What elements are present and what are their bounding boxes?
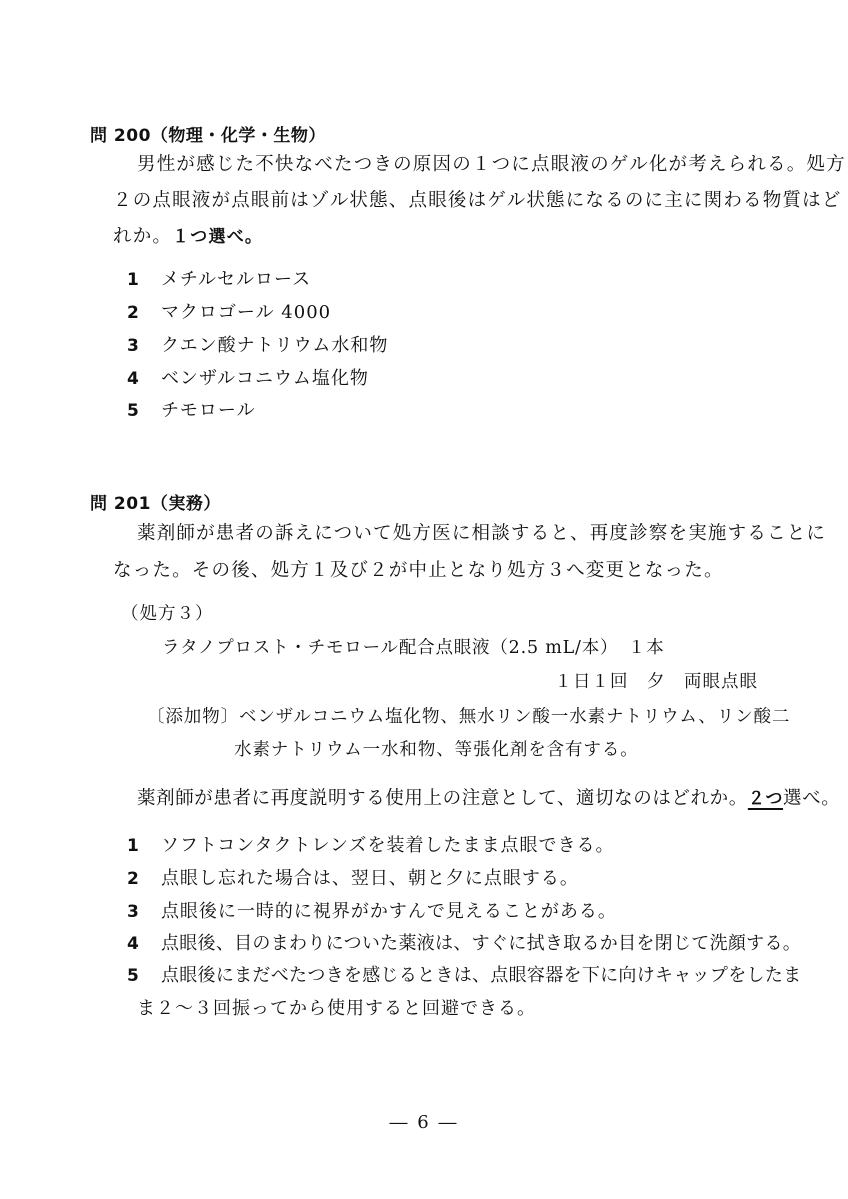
choice-number: 3 [127, 902, 139, 922]
q200-stem-line1: 男性が感じた不快なべたつきの原因の１つに点眼液のゲル化が考えられる。処方 [137, 154, 846, 175]
q201-choice-5[interactable] [127, 961, 801, 987]
choice-number: 3 [127, 336, 139, 356]
q200-heading [90, 121, 326, 146]
prescription-label: （処方３） [121, 604, 214, 624]
q200-choice-2[interactable] [127, 298, 331, 324]
choice-number: 4 [127, 934, 139, 954]
choice-text: 点眼後に一時的に視界がかすんで見えることがある。 [160, 901, 617, 922]
q200-stem-line2: ２の点眼液が点眼前はゾル状態、点眼後はゲル状態になるのに主に関わる物質はど [113, 190, 842, 211]
choice-text: 点眼後、目のまわりについた薬液は、すぐに拭き取るか目を閉じて洗顔する。 [160, 933, 802, 954]
q200-category: （物理・化学・生物） [150, 126, 326, 146]
choice-text: ベンザルコニウム塩化物 [160, 368, 369, 389]
choice-number: 4 [127, 369, 139, 389]
q200-choice-1[interactable] [127, 265, 311, 291]
choice-text: メチルセルロース [160, 269, 312, 290]
q200-choice-4[interactable] [127, 364, 369, 390]
q201-category: （実務） [150, 494, 221, 514]
choice-text: ソフトコンタクトレンズを装着したまま点眼できる。 [160, 835, 615, 856]
choice-text: クエン酸ナトリウム水和物 [160, 335, 389, 356]
prescription-additives [147, 703, 790, 728]
choice-number: 5 [127, 401, 139, 421]
q201-question [137, 784, 840, 810]
q201-stem-line2: なった。その後、処方１及び２が中止となり処方３へ変更となった。 [113, 560, 724, 581]
q200-number: 問 200 [90, 126, 151, 146]
prescription-drug: ラタノプロスト・チモロール配合点眼液（2.5 mL/本） １本 [162, 638, 665, 658]
choice-text: 点眼後にまだべたつきを感じるときは、点眼容器を下に向けキャップをしたま [160, 965, 802, 986]
choice-number: 5 [127, 966, 139, 986]
choice-text: マクロゴール 4000 [160, 302, 332, 323]
additives-line1: ベンザルコニウム塩化物、無水リン酸一水素ナトリウム、リン酸二 [239, 707, 791, 727]
q200-stem-line3-text: れか。 [113, 226, 173, 247]
q200-stem-line3 [113, 222, 263, 248]
question-count: ２つ [747, 789, 784, 809]
q201-choice-3[interactable] [127, 897, 617, 923]
page-number: ― 6 ― [389, 1112, 459, 1133]
q201-choice-4[interactable] [127, 929, 801, 955]
additives-label: 〔添加物〕 [147, 707, 239, 727]
question-suffix: 選べ。 [783, 788, 841, 809]
q201-choice-5-continuation: ま２～３回振ってから使用すると回避できる。 [137, 998, 536, 1019]
choice-text: チモロール [160, 400, 256, 421]
choice-number: 2 [127, 869, 139, 889]
q201-number: 問 201 [90, 494, 151, 514]
choice-text: 点眼し忘れた場合は、翌日、朝と夕に点眼する。 [160, 868, 579, 889]
additives-line2: 水素ナトリウム一水和物、等張化剤を含有する。 [234, 740, 639, 760]
q200-choice-5[interactable] [127, 396, 256, 422]
q201-stem-line1: 薬剤師が患者の訴えについて処方医に相談すると、再度診察を実施することに [137, 523, 827, 544]
q201-choice-2[interactable] [127, 864, 579, 890]
q200-choice-3[interactable] [127, 331, 388, 357]
q201-choice-1[interactable] [127, 831, 615, 857]
choice-number: 1 [127, 270, 139, 290]
q200-instruction: １つ選べ。 [172, 227, 264, 247]
prescription-dosage: １日１回 夕 両眼点眼 [554, 672, 758, 692]
choice-number: 1 [127, 836, 139, 856]
choice-number: 2 [127, 303, 139, 323]
question-text: 薬剤師が患者に再度説明する使用上の注意として、適切なのはどれか。 [137, 788, 748, 809]
q201-heading [90, 489, 221, 514]
